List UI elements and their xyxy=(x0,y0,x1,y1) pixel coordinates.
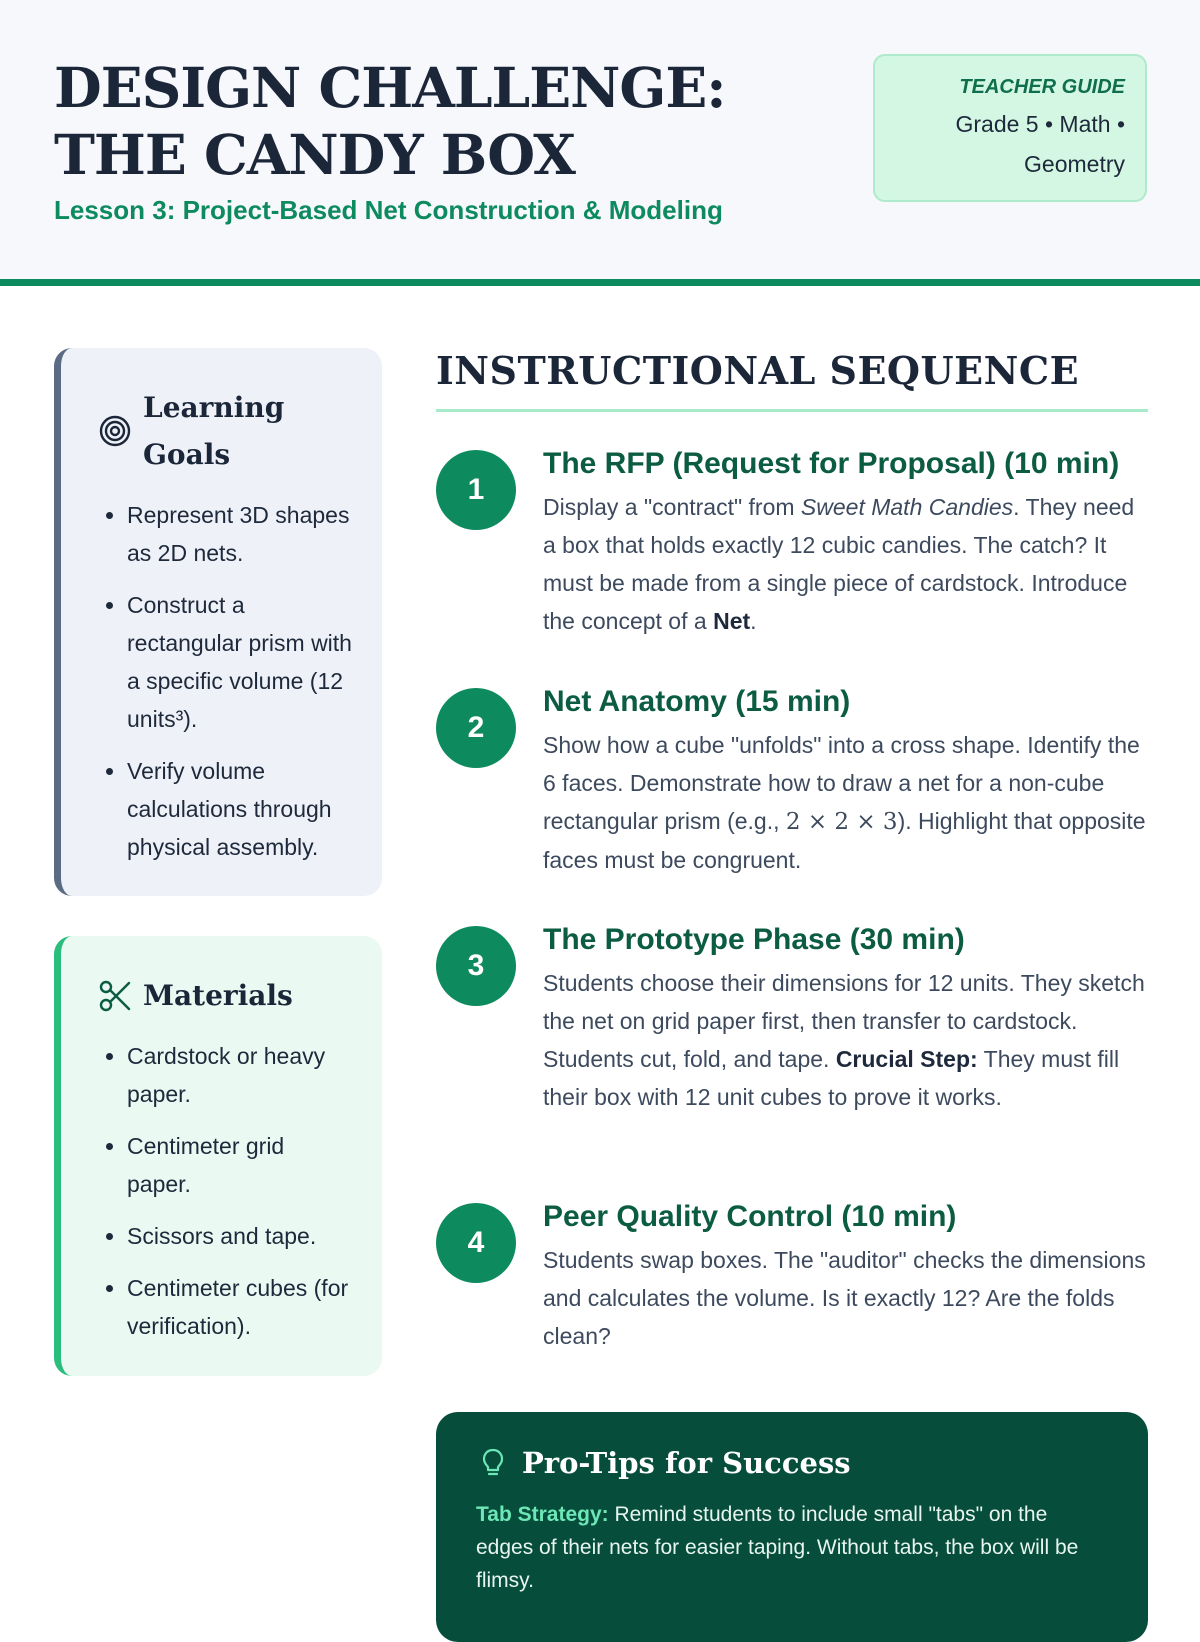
pro-tips-box xyxy=(436,1412,1148,1642)
lightbulb-icon xyxy=(476,1446,510,1480)
page-title: DESIGN CHALLENGE: THE CANDY BOX xyxy=(54,55,726,187)
learning-goals-title: Learning Goals xyxy=(143,391,285,471)
list-item: • Verify volume calculations through physical assembly. xyxy=(127,752,352,866)
pro-tips-header xyxy=(476,1446,1108,1480)
step-text: Students choose their dimensions for 12 units. They sketch the net on grid paper first, then transfer to cardstock. Students cut, fold, and tape. Crucial Step: They must fill their box with 12 unit cubes to prove it works. xyxy=(543,970,1145,1110)
learning-goals-card xyxy=(54,348,382,896)
math-expression: 2 × 2 × 3 xyxy=(785,809,898,835)
step-title: The RFP (Request for Proposal) (10 min) xyxy=(543,447,1120,480)
key-term: Crucial Step: xyxy=(835,1046,978,1072)
key-term: Net xyxy=(713,608,751,634)
step-body xyxy=(543,1197,1148,1355)
step-body xyxy=(543,444,1148,640)
step-title: Net Anatomy (15 min) xyxy=(543,685,851,718)
page-header xyxy=(0,0,1200,286)
list-item: • Represent 3D shapes as 2D nets. xyxy=(127,496,352,572)
list-item: • Scissors and tape. xyxy=(127,1217,352,1255)
step-number-badge: 2 xyxy=(436,688,516,768)
step-number-badge: 4 xyxy=(436,1203,516,1283)
step-body xyxy=(543,920,1148,1116)
step-text: Show how a cube "unfolds" into a cross shape. Identify the 6 faces. Demonstrate how to draw a net for a non-cube rectangular prism (e.g., 2 × 2 × 3). Highlight that opposite faces must be congruent. xyxy=(543,732,1146,873)
scissors-icon xyxy=(97,978,133,1014)
step-text: Display a "contract" from Sweet Math Candies. They need a box that holds exactly 12 cubic candies. The catch? It must be made from a single piece of cardstock. Introduce the concept of a Net. xyxy=(543,494,1135,634)
section-title: INSTRUCTIONAL SEQUENCE xyxy=(436,348,1148,412)
pro-tip-text: Tab Strategy: Remind students to include small "tabs" on the edges of their nets for easier taping. Without tabs, the box will be flimsy. xyxy=(476,1503,1079,1592)
step-number-badge: 1 xyxy=(436,450,516,530)
materials-title: Materials xyxy=(143,979,293,1012)
company-name: Sweet Math Candies xyxy=(800,494,1014,520)
learning-goals-list xyxy=(97,496,352,866)
materials-list xyxy=(97,1037,352,1345)
list-item: • Cardstock or heavy paper. xyxy=(127,1037,352,1113)
pro-tips-title: Pro-Tips for Success xyxy=(522,1446,851,1480)
lesson-subtitle: Lesson 3: Project-Based Net Construction & Modeling xyxy=(54,195,723,225)
target-icon xyxy=(97,413,133,449)
learning-goals-header xyxy=(97,384,352,478)
list-item: • Construct a rectangular prism with a specific volume (12 units³). xyxy=(127,586,352,738)
teacher-guide-badge xyxy=(873,54,1147,202)
materials-header xyxy=(97,972,352,1019)
list-item: • Centimeter grid paper. xyxy=(127,1127,352,1203)
step-text: Students swap boxes. The "auditor" checks the dimensions and calculates the volume. Is it exactly 12? Are the folds clean? xyxy=(543,1247,1146,1349)
guide-meta: Grade 5 • Math • Geometry xyxy=(955,111,1125,177)
step-title: Peer Quality Control (10 min) xyxy=(543,1200,957,1233)
step-body xyxy=(543,682,1148,879)
step-number-badge: 3 xyxy=(436,926,516,1006)
materials-card xyxy=(54,936,382,1376)
step-title: The Prototype Phase (30 min) xyxy=(543,923,965,956)
list-item: • Centimeter cubes (for verification). xyxy=(127,1269,352,1345)
tip-label: Tab Strategy: xyxy=(476,1503,609,1526)
guide-label: TEACHER GUIDE xyxy=(959,76,1125,98)
